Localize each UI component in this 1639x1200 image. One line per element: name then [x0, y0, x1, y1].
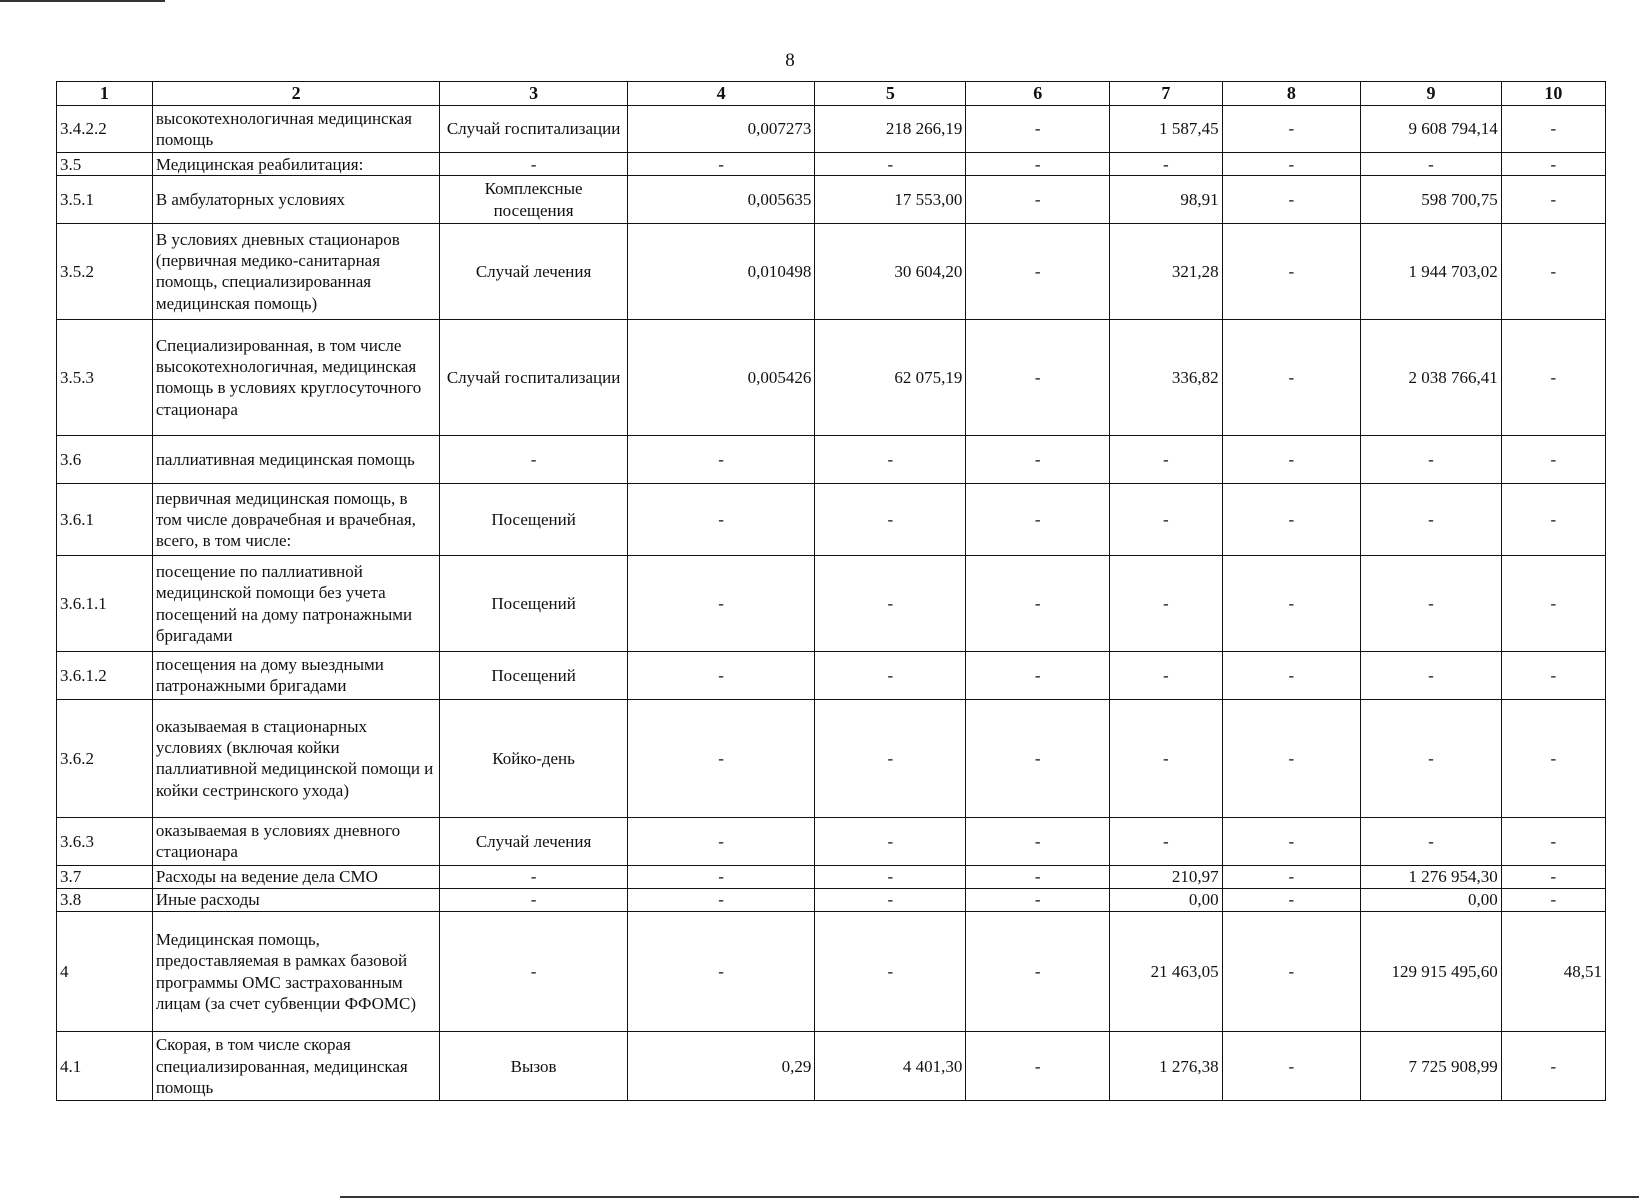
row-col-10: -	[1501, 699, 1605, 817]
header-row	[57, 82, 1606, 106]
row-col-6: -	[966, 699, 1110, 817]
row-col-10: -	[1501, 1032, 1605, 1101]
row-unit: Посещений	[440, 651, 628, 699]
row-col-9: -	[1361, 556, 1502, 652]
row-col-9: -	[1361, 651, 1502, 699]
row-col-8: -	[1222, 699, 1361, 817]
row-name: Скорая, в том числе скорая специализированная, медицинская помощь	[152, 1032, 440, 1101]
row-col-4: 0,007273	[627, 105, 815, 153]
table-row	[57, 651, 1606, 699]
row-col-6: -	[966, 817, 1110, 865]
row-col-7: -	[1110, 699, 1223, 817]
row-col-6: -	[966, 435, 1110, 483]
row-col-4: -	[627, 699, 815, 817]
row-name: В амбулаторных условиях	[152, 176, 440, 224]
row-col-7: 21 463,05	[1110, 911, 1223, 1031]
row-name: оказываемая в условиях дневного стационара	[152, 817, 440, 865]
row-col-10: 48,51	[1501, 911, 1605, 1031]
row-unit: -	[440, 888, 628, 911]
table-row	[57, 224, 1606, 320]
row-col-8: -	[1222, 651, 1361, 699]
row-col-4: 0,005635	[627, 176, 815, 224]
row-col-10: -	[1501, 105, 1605, 153]
row-col-10: -	[1501, 865, 1605, 888]
row-col-8: -	[1222, 556, 1361, 652]
row-col-9: 1 944 703,02	[1361, 224, 1502, 320]
row-unit: -	[440, 153, 628, 176]
row-col-8: -	[1222, 435, 1361, 483]
row-col-6: -	[966, 224, 1110, 320]
row-col-8: -	[1222, 319, 1361, 435]
row-col-7: -	[1110, 435, 1223, 483]
row-name: паллиативная медицинская помощь	[152, 435, 440, 483]
row-col-5: 62 075,19	[815, 319, 966, 435]
row-unit: Посещений	[440, 483, 628, 556]
row-name: посещение по паллиативной медицинской помощи без учета посещений на дому патронажными бригадами	[152, 556, 440, 652]
row-col-6: -	[966, 865, 1110, 888]
row-col-8: -	[1222, 105, 1361, 153]
row-col-7: -	[1110, 483, 1223, 556]
row-col-5: -	[815, 699, 966, 817]
row-code: 4	[57, 911, 153, 1031]
row-col-9: 0,00	[1361, 888, 1502, 911]
row-col-5: -	[815, 651, 966, 699]
row-name: Иные расходы	[152, 888, 440, 911]
row-name: Специализированная, в том числе высокотехнологичная, медицинская помощь в условиях круглосуточного стационара	[152, 319, 440, 435]
column-header-5: 5	[815, 82, 966, 106]
row-col-5: -	[815, 153, 966, 176]
row-col-9: 129 915 495,60	[1361, 911, 1502, 1031]
row-name: оказываемая в стационарных условиях (включая койки паллиативной медицинской помощи и койки сестринского ухода)	[152, 699, 440, 817]
column-header-4: 4	[627, 82, 815, 106]
row-col-5: -	[815, 911, 966, 1031]
row-col-4: -	[627, 651, 815, 699]
row-col-4: -	[627, 888, 815, 911]
scan-edge-bottom	[340, 1196, 1639, 1198]
table-row	[57, 817, 1606, 865]
row-col-6: -	[966, 556, 1110, 652]
row-col-10: -	[1501, 435, 1605, 483]
row-col-10: -	[1501, 319, 1605, 435]
row-code: 3.6.3	[57, 817, 153, 865]
column-header-6: 6	[966, 82, 1110, 106]
row-col-5: 30 604,20	[815, 224, 966, 320]
row-code: 3.4.2.2	[57, 105, 153, 153]
column-header-3: 3	[440, 82, 628, 106]
column-header-2: 2	[152, 82, 440, 106]
row-col-6: -	[966, 888, 1110, 911]
row-col-8: -	[1222, 224, 1361, 320]
row-name: В условиях дневных стационаров (первичная медико-санитарная помощь, специализированная медицинская помощь)	[152, 224, 440, 320]
table-row	[57, 911, 1606, 1031]
table-row	[57, 176, 1606, 224]
row-col-6: -	[966, 105, 1110, 153]
column-header-9: 9	[1361, 82, 1502, 106]
row-col-7: 1 276,38	[1110, 1032, 1223, 1101]
table-row	[57, 435, 1606, 483]
table-row	[57, 105, 1606, 153]
row-col-4: -	[627, 817, 815, 865]
row-col-6: -	[966, 911, 1110, 1031]
page-number: 8	[785, 50, 795, 71]
row-col-8: -	[1222, 483, 1361, 556]
row-name: Медицинская помощь, предоставляемая в рамках базовой программы ОМС застрахованным лицам (за счет субвенции ФФОМС)	[152, 911, 440, 1031]
row-col-9: -	[1361, 817, 1502, 865]
row-col-7: 98,91	[1110, 176, 1223, 224]
table-row	[57, 483, 1606, 556]
table-row	[57, 699, 1606, 817]
row-col-5: -	[815, 865, 966, 888]
row-unit: Случай лечения	[440, 817, 628, 865]
row-col-6: -	[966, 176, 1110, 224]
row-unit: Койко-день	[440, 699, 628, 817]
row-col-6: -	[966, 1032, 1110, 1101]
row-col-5: -	[815, 556, 966, 652]
row-col-6: -	[966, 651, 1110, 699]
row-name: посещения на дому выездными патронажными бригадами	[152, 651, 440, 699]
row-col-4: 0,29	[627, 1032, 815, 1101]
row-col-5: 4 401,30	[815, 1032, 966, 1101]
table-row	[57, 865, 1606, 888]
row-unit: -	[440, 435, 628, 483]
row-name: Медицинская реабилитация:	[152, 153, 440, 176]
row-code: 3.6.1.1	[57, 556, 153, 652]
table-row	[57, 153, 1606, 176]
row-col-7: -	[1110, 556, 1223, 652]
row-code: 4.1	[57, 1032, 153, 1101]
row-col-10: -	[1501, 651, 1605, 699]
row-col-8: -	[1222, 888, 1361, 911]
row-col-4: -	[627, 911, 815, 1031]
row-col-7: 336,82	[1110, 319, 1223, 435]
row-col-7: 0,00	[1110, 888, 1223, 911]
row-name: Расходы на ведение дела СМО	[152, 865, 440, 888]
row-unit: Посещений	[440, 556, 628, 652]
row-col-5: 17 553,00	[815, 176, 966, 224]
row-col-10: -	[1501, 224, 1605, 320]
row-col-9: 2 038 766,41	[1361, 319, 1502, 435]
row-col-5: -	[815, 435, 966, 483]
table-row	[57, 556, 1606, 652]
row-col-10: -	[1501, 153, 1605, 176]
row-code: 3.6	[57, 435, 153, 483]
data-table	[56, 81, 1606, 1101]
row-col-5: -	[815, 483, 966, 556]
row-unit: Случай госпитализации	[440, 105, 628, 153]
row-unit: Комплексные посещения	[440, 176, 628, 224]
row-col-8: -	[1222, 817, 1361, 865]
row-col-7: 1 587,45	[1110, 105, 1223, 153]
row-col-7: -	[1110, 153, 1223, 176]
row-col-10: -	[1501, 176, 1605, 224]
row-col-10: -	[1501, 556, 1605, 652]
row-code: 3.7	[57, 865, 153, 888]
row-code: 3.5.2	[57, 224, 153, 320]
scan-edge-top	[0, 0, 165, 2]
row-col-9: -	[1361, 153, 1502, 176]
row-name: первичная медицинская помощь, в том числе доврачебная и врачебная, всего, в том числе:	[152, 483, 440, 556]
row-col-4: -	[627, 865, 815, 888]
row-col-6: -	[966, 483, 1110, 556]
row-code: 3.5	[57, 153, 153, 176]
column-header-1: 1	[57, 82, 153, 106]
column-header-7: 7	[1110, 82, 1223, 106]
column-header-8: 8	[1222, 82, 1361, 106]
row-col-4: -	[627, 435, 815, 483]
row-col-4: 0,010498	[627, 224, 815, 320]
table-body	[57, 105, 1606, 1101]
table-row	[57, 319, 1606, 435]
row-col-6: -	[966, 319, 1110, 435]
row-unit: Случай лечения	[440, 224, 628, 320]
row-code: 3.6.2	[57, 699, 153, 817]
row-col-10: -	[1501, 888, 1605, 911]
table-row	[57, 1032, 1606, 1101]
row-col-7: -	[1110, 651, 1223, 699]
row-code: 3.6.1.2	[57, 651, 153, 699]
row-col-9: 598 700,75	[1361, 176, 1502, 224]
row-col-10: -	[1501, 483, 1605, 556]
row-col-9: 7 725 908,99	[1361, 1032, 1502, 1101]
row-col-4: -	[627, 153, 815, 176]
row-col-7: -	[1110, 817, 1223, 865]
row-col-4: 0,005426	[627, 319, 815, 435]
row-code: 3.6.1	[57, 483, 153, 556]
column-header-10: 10	[1501, 82, 1605, 106]
row-code: 3.5.1	[57, 176, 153, 224]
row-code: 3.8	[57, 888, 153, 911]
row-col-8: -	[1222, 176, 1361, 224]
row-col-8: -	[1222, 1032, 1361, 1101]
row-col-6: -	[966, 153, 1110, 176]
row-col-7: 321,28	[1110, 224, 1223, 320]
table-header	[57, 82, 1606, 106]
row-unit: -	[440, 865, 628, 888]
row-name: высокотехнологичная медицинская помощь	[152, 105, 440, 153]
row-col-7: 210,97	[1110, 865, 1223, 888]
row-code: 3.5.3	[57, 319, 153, 435]
row-col-9: -	[1361, 483, 1502, 556]
row-unit: Вызов	[440, 1032, 628, 1101]
row-col-9: 9 608 794,14	[1361, 105, 1502, 153]
row-col-8: -	[1222, 865, 1361, 888]
row-col-9: 1 276 954,30	[1361, 865, 1502, 888]
row-col-10: -	[1501, 817, 1605, 865]
row-col-5: -	[815, 888, 966, 911]
row-unit: Случай госпитализации	[440, 319, 628, 435]
row-col-4: -	[627, 556, 815, 652]
row-col-5: 218 266,19	[815, 105, 966, 153]
row-col-9: -	[1361, 699, 1502, 817]
row-col-5: -	[815, 817, 966, 865]
row-col-8: -	[1222, 153, 1361, 176]
row-col-8: -	[1222, 911, 1361, 1031]
row-col-9: -	[1361, 435, 1502, 483]
row-unit: -	[440, 911, 628, 1031]
row-col-4: -	[627, 483, 815, 556]
table-row	[57, 888, 1606, 911]
